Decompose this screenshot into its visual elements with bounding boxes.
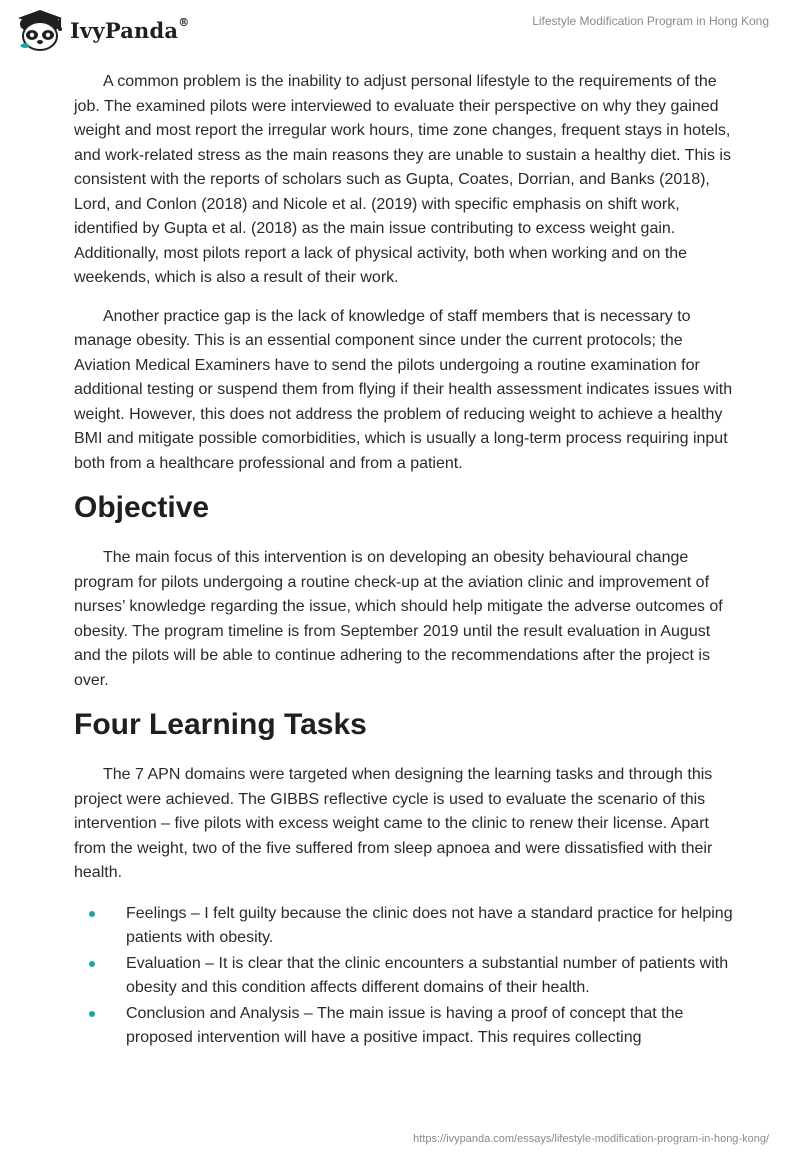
bullet-dot-icon	[89, 911, 95, 917]
list-item-text: Feelings – I felt guilty because the clinic does not have a standard practice for helping patients with obesity.	[126, 904, 733, 946]
paragraph-lifestyle-problem: A common problem is the inability to adjust personal lifestyle to the requirements of the job. The examined pilots were interviewed to evaluate their perspective on why they gained weight and most report the irregular work hours, time zone changes, frequent stays in hotels, and work-related stress as the main reasons they are unable to sustain a healthy diet. This is consistent with the reports of scholars such as Gupta, Coates, Dorrian, and Banks (2018), Lord, and Conlon (2018) and Nicole et al. (2019) with specific emphasis on shift work, identified by Gupta et al. (2018) as the main issue contributing to excess weight gain. Additionally, most pilots report a lack of physical activity, both when working and on the weekends, which is also a result of their work.	[74, 73, 731, 286]
list-item	[74, 952, 734, 1001]
essay-content	[74, 70, 734, 1052]
paragraph-learning-tasks: The 7 APN domains were targeted when designing the learning tasks and through this project were achieved. The GIBBS reflective cycle is used to evaluate the scenario of this intervention – five pilots with excess weight came to the clinic to renew their license. Apart from the weight, two of the five suffered from sleep apnoea and were dissatisfied with their health.	[74, 766, 713, 881]
paragraph-practice-gap: Another practice gap is the lack of knowledge of staff members that is necessary to manage obesity. This is an essential component since under the current protocols; the Aviation Medical Examiners have to send the pilots undergoing a routine examination for additional testing or suspend them from flying if their health assessment indicates issues with weight. However, this does not address the problem of reducing weight to achieve a healthy BMI and mitigate possible comorbidities, which is usually a long-term process requiring input both from a healthcare professional and from a patient.	[74, 307, 733, 472]
brand-logo[interactable]	[14, 8, 189, 52]
list-item	[74, 902, 734, 951]
bullet-dot-icon	[89, 1011, 95, 1017]
gibbs-bullet-list	[74, 902, 734, 1051]
list-item	[74, 1002, 734, 1051]
brand-name: IvyPanda®	[70, 15, 190, 43]
heading-four-learning-tasks: Four Learning Tasks	[74, 708, 367, 741]
bullet-dot-icon	[89, 961, 95, 967]
heading-objective: Objective	[74, 491, 210, 524]
list-item-text: Evaluation – It is clear that the clinic encounters a substantial number of patients with obesity and this condition affects different domains of their health.	[126, 954, 729, 996]
panda-logo-icon	[14, 8, 66, 52]
footer-source-link[interactable]: https://ivypanda.com/essays/lifestyle-modification-program-in-hong-kong/	[413, 1133, 769, 1145]
document-title: Lifestyle Modification Program in Hong Kong	[532, 14, 769, 28]
list-item-text: Conclusion and Analysis – The main issue is having a proof of concept that the proposed intervention will have a positive impact. This requires collecting	[126, 1004, 684, 1046]
paragraph-objective: The main focus of this intervention is on developing an obesity behavioural change program for pilots undergoing a routine check-up at the aviation clinic and improvement of nurses’ knowledge regarding the issue, which should help mitigate the adverse outcomes of obesity. The program timeline is from September 2019 until the result evaluation in August and the pilots will be able to continue adhering to the recommendations after the project is over.	[74, 549, 723, 689]
page-header	[0, 0, 800, 60]
